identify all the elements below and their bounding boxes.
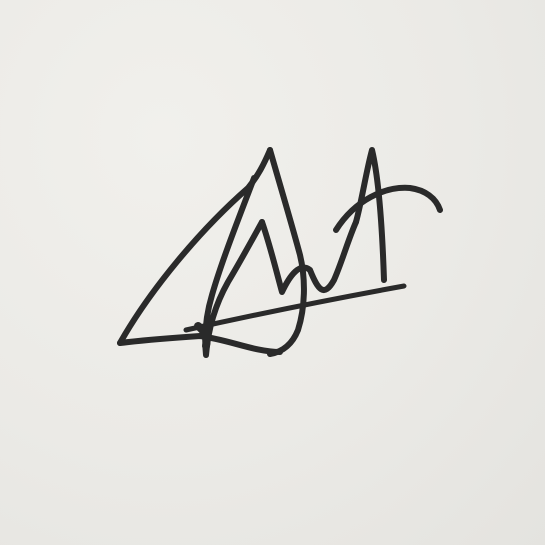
signature-stroke-peak — [270, 150, 304, 354]
signature-stroke-right-peak — [356, 150, 384, 280]
signature-stroke-base — [120, 336, 280, 352]
signature-stroke-hump — [262, 222, 356, 292]
signature-stroke-flourish — [336, 188, 440, 230]
